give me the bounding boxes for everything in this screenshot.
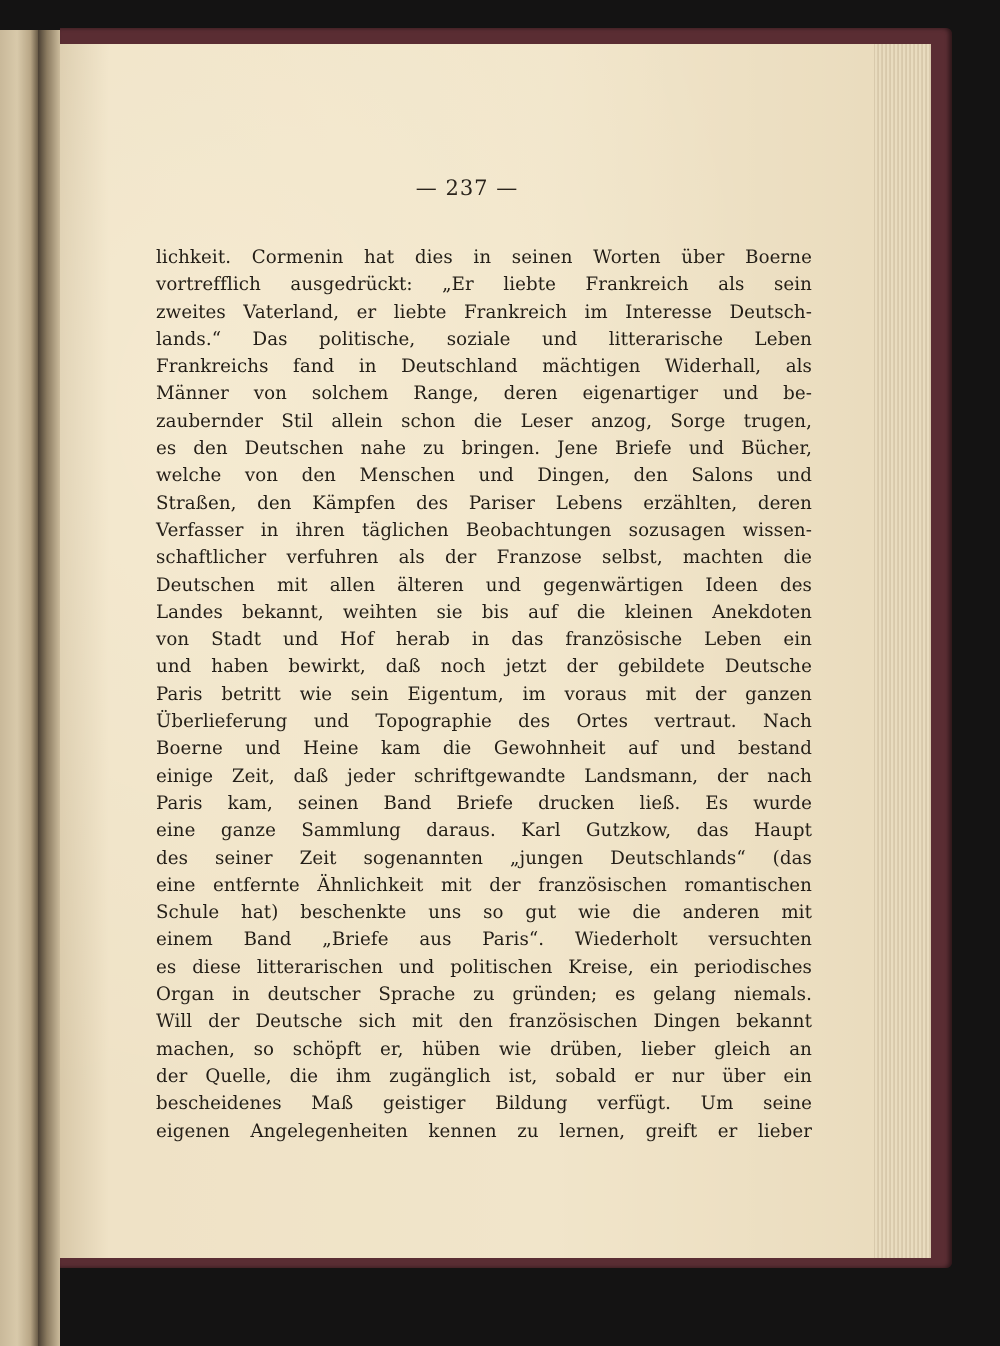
text-line: bescheidenes Maß geistiger Bildung verfügt. Um seine: [156, 1093, 812, 1115]
text-line: machen, so schöpft er, hüben wie drüben, lieber gleich an: [156, 1038, 812, 1060]
text-line: zweites Vaterland, er liebte Frankreich im Interesse Deutsch-: [156, 301, 812, 323]
text-line: schaftlicher verfuhren als der Franzose selbst, machten die: [156, 547, 812, 569]
book-page: [60, 44, 874, 1258]
text-line: und haben bewirkt, daß noch jetzt der gebildete Deutsche: [156, 656, 812, 678]
text-line: Paris kam, seinen Band Briefe drucken ließ. Es wurde: [156, 792, 812, 814]
text-line: einem Band „Briefe aus Paris“. Wiederholt versuchten: [156, 929, 812, 951]
text-line: Überlieferung und Topographie des Ortes vertraut. Nach: [156, 711, 812, 733]
text-line: Boerne und Heine kam die Gewohnheit auf und bestand: [156, 738, 812, 760]
text-line: einige Zeit, daß jeder schriftgewandte Landsmann, der nach: [156, 765, 812, 787]
text-line: vortrefflich ausgedrückt: „Er liebte Frankreich als sein: [156, 274, 812, 296]
text-line: Verfasser in ihren täglichen Beobachtungen sozusagen wissen-: [156, 519, 812, 541]
text-line: eine entfernte Ähnlichkeit mit der französischen romantischen: [156, 874, 812, 896]
text-line: eine ganze Sammlung daraus. Karl Gutzkow, das Haupt: [156, 820, 812, 842]
text-line: es den Deutschen nahe zu bringen. Jene Briefe und Bücher,: [156, 438, 812, 460]
text-line: Straßen, den Kämpfen des Pariser Lebens erzählten, deren: [156, 492, 812, 514]
text-line: Will der Deutsche sich mit den französischen Dingen bekannt: [156, 1011, 812, 1033]
body-text: [156, 244, 812, 1145]
text-line: Schule hat) beschenkte uns so gut wie die anderen mit: [156, 902, 812, 924]
text-line: es diese litterarischen und politischen Kreise, ein periodisches: [156, 956, 812, 978]
text-line: Landes bekannt, weihten sie bis auf die kleinen Anekdoten: [156, 601, 812, 623]
text-line: zaubernder Stil allein schon die Leser anzog, Sorge trugen,: [156, 410, 812, 432]
page-stack-edge: [866, 44, 931, 1258]
text-line: Paris betritt wie sein Eigentum, im voraus mit der ganzen: [156, 683, 812, 705]
text-line: welche von den Menschen und Dingen, den Salons und: [156, 465, 812, 487]
text-line: Organ in deutscher Sprache zu gründen; es gelang niemals.: [156, 984, 812, 1006]
left-page-edge: [0, 30, 38, 1346]
text-line: Männer von solchem Range, deren eigenartiger und be-: [156, 383, 812, 405]
page-number-header: — 237 —: [415, 176, 519, 200]
text-line: der Quelle, die ihm zugänglich ist, sobald er nur über ein: [156, 1065, 812, 1087]
text-line: des seiner Zeit sogenannten „jungen Deutschlands“ (das: [156, 847, 812, 869]
text-line: Frankreichs fand in Deutschland mächtigen Widerhall, als: [156, 356, 812, 378]
text-line: lichkeit. Cormenin hat dies in seinen Worten über Boerne: [156, 247, 812, 268]
text-line: von Stadt und Hof herab in das französische Leben ein: [156, 629, 812, 651]
book-gutter: [38, 30, 60, 1346]
text-line: eigenen Angelegenheiten kennen zu lernen, greift er lieber: [156, 1120, 812, 1142]
text-line: lands.“ Das politische, soziale und litterarische Leben: [156, 328, 812, 350]
text-line: Deutschen mit allen älteren und gegenwärtigen Ideen des: [156, 574, 812, 596]
